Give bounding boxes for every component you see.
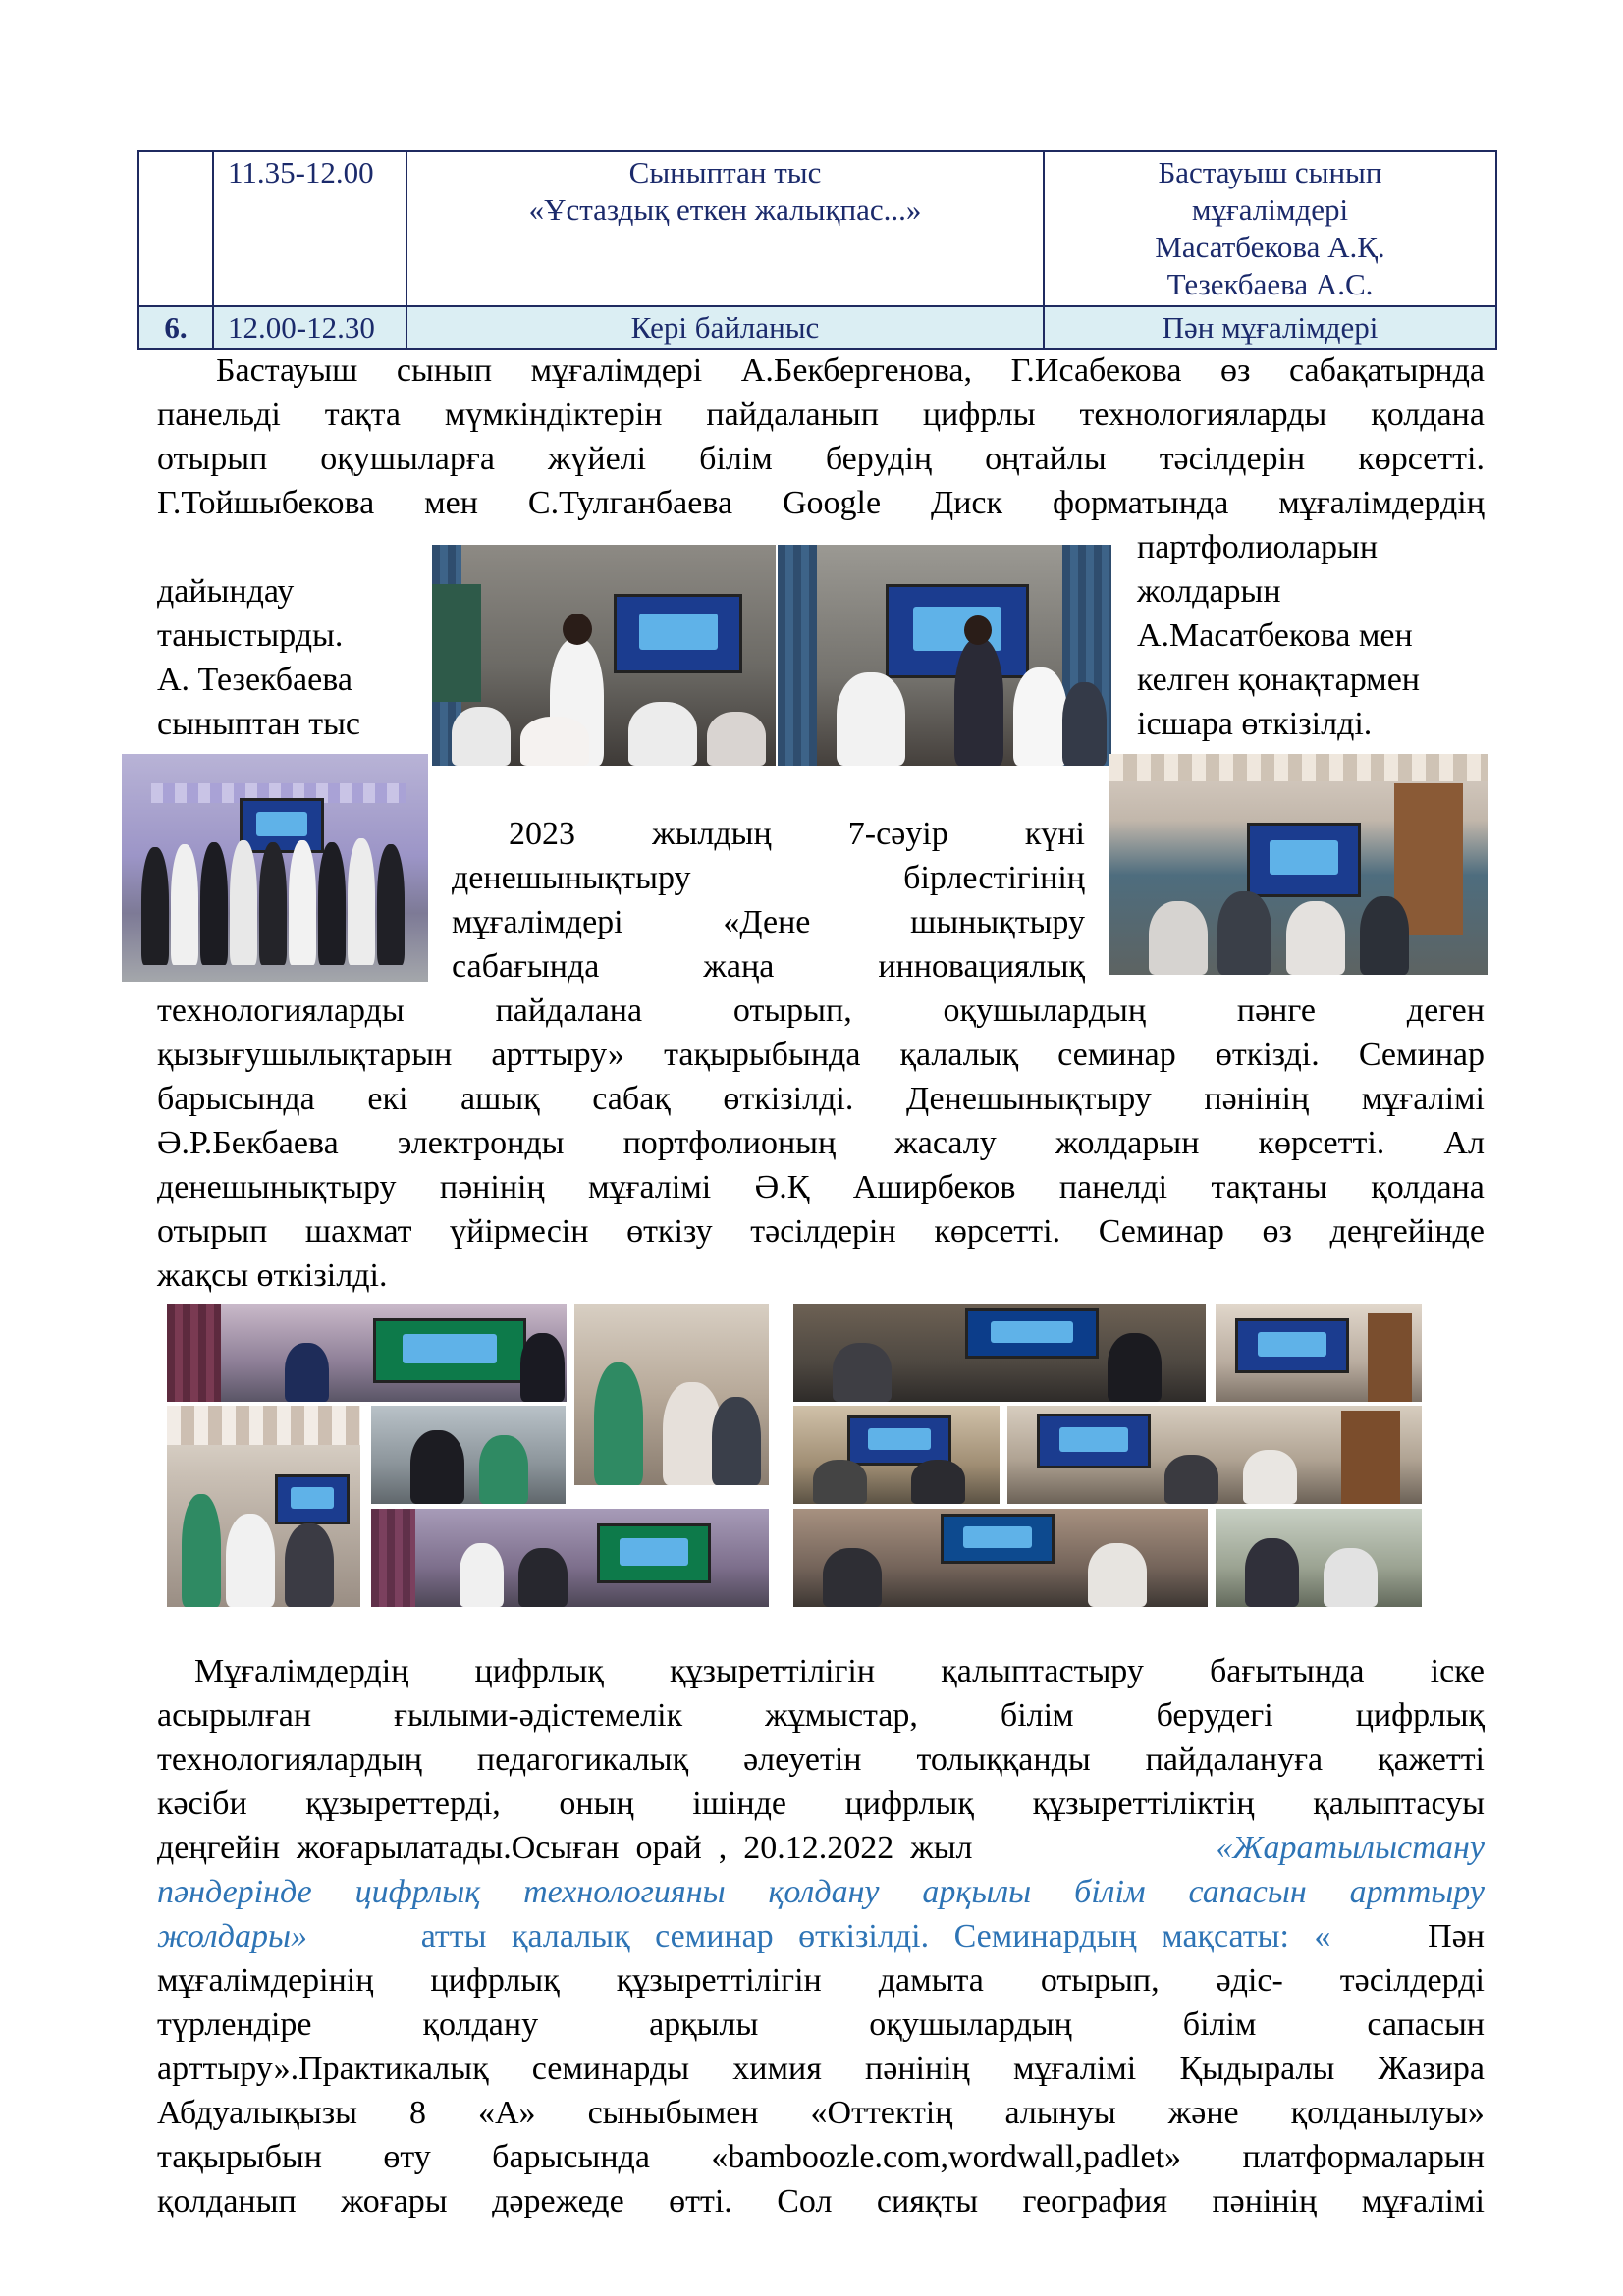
word: көрсетті. [1358, 441, 1485, 477]
word: әлеуетін [743, 1741, 862, 1778]
word: қалыптастыру [941, 1653, 1144, 1689]
word: оқушылардың [869, 2006, 1072, 2043]
paragraph-line [157, 2002, 1485, 2047]
word: Сол [777, 2183, 833, 2219]
word: сапасын [1188, 1874, 1307, 1910]
responsible-line: Бастауыш сынып [1158, 155, 1382, 189]
left-column-line: таныстырды. [157, 617, 344, 654]
word: сабақатырнда [1288, 352, 1485, 389]
word: Жазира [1378, 2051, 1485, 2087]
word: қолдану [422, 2006, 539, 2043]
word: «bamboozle.com,wordwall,padlet» [711, 2139, 1182, 2175]
word: тақтаны [1211, 1169, 1327, 1205]
word: деңгейінде [1329, 1213, 1485, 1250]
word: технологияларды [1079, 397, 1327, 433]
word: сыныбымен [587, 2095, 759, 2131]
word: оңтайлы [985, 441, 1107, 477]
word: пайдаланып [706, 397, 879, 433]
word: Google [783, 485, 882, 521]
word: пәнінің [865, 2051, 970, 2087]
word: цифрлық [354, 1874, 481, 1910]
classroom-photo-1 [432, 545, 776, 766]
word: Семинар [1098, 1213, 1224, 1250]
word: Бастауыш [216, 352, 358, 389]
row-responsible [1044, 151, 1496, 306]
word: қалыптасуы [1313, 1786, 1485, 1822]
word: көрсетті. [934, 1213, 1061, 1250]
word: арттыру» [491, 1037, 625, 1073]
seminar-title-start: «Жаратылыстану [1216, 1830, 1485, 1866]
word: жүйелі [547, 441, 647, 477]
responsible-line: Масатбекова А.Қ. [1155, 230, 1385, 264]
seminar-photo [574, 1304, 769, 1485]
word: отырып, [1040, 1962, 1160, 1999]
word: қалалық [899, 1037, 1019, 1073]
word: өткізу [626, 1213, 713, 1250]
left-column-line: А. Тезекбаева [157, 662, 352, 698]
word: пәнге [1236, 992, 1316, 1029]
word: оқушылардың [943, 992, 1147, 1029]
word: форматында [1053, 485, 1229, 521]
seminar-title-line [157, 1870, 1485, 1914]
word: ғылыми-әдістемелік [394, 1697, 683, 1734]
word: ішінде [692, 1786, 786, 1822]
word: мұғалімдерінің [157, 1962, 374, 1999]
paragraph-line [157, 437, 1485, 481]
seminar-photo [1216, 1509, 1422, 1607]
word: панельді [157, 397, 281, 433]
word: өту [383, 2139, 431, 2175]
row-number: 6. [138, 306, 213, 349]
paragraph-line [157, 1649, 1485, 1693]
word: арқылы [649, 2006, 759, 2043]
word: платформаларын [1242, 2139, 1485, 2175]
word: Мұғалімдердің [194, 1653, 409, 1689]
paragraph-line [157, 1033, 1485, 1077]
word: тәсілдерді [1339, 1962, 1485, 1999]
paragraph-line [157, 2091, 1485, 2135]
word: отырып [157, 1213, 268, 1250]
word: білім [1182, 2006, 1257, 2043]
word: қолдану [768, 1874, 880, 1910]
event-line: «Ұстаздық еткен жалықпас...» [528, 192, 922, 227]
word: барысында [492, 2139, 650, 2175]
word: қолданып [157, 2183, 297, 2219]
row-number [138, 151, 213, 306]
word: цифрлық [430, 1962, 560, 1999]
word: қолдана [1371, 1169, 1485, 1205]
word: Ә.Қ [754, 1169, 810, 1205]
word: сапасын [1367, 2006, 1485, 2043]
plain-text: Пән [1428, 1918, 1485, 1954]
word: отырып [157, 441, 268, 477]
event-line: Кері байланыс [630, 310, 820, 345]
word: қызығушылықтарын [157, 1037, 453, 1073]
word: сияқты [876, 2183, 979, 2219]
word: Абдуалықызы [157, 2095, 357, 2131]
word: қажетті [1378, 1741, 1485, 1778]
word: алынуы [1004, 2095, 1116, 2131]
word: 7-сәуір [847, 816, 948, 852]
middle-column-line [452, 856, 1085, 900]
word: жолдарын [1055, 1125, 1200, 1161]
word: Семинар [1358, 1037, 1485, 1073]
word: пайдалана [495, 992, 643, 1029]
word: құзыреттерді, [305, 1786, 501, 1822]
responsible-line: мұғалімдері [1191, 192, 1349, 227]
word: дәрежеде [492, 2183, 624, 2219]
paragraph-line [157, 1914, 1485, 1958]
word: химия [732, 2051, 822, 2087]
word: портфолионың [622, 1125, 837, 1161]
right-column-line: келген қонақтармен [1137, 662, 1420, 698]
word: тақырыбында [664, 1037, 861, 1073]
word: мүмкіндіктерін [444, 397, 663, 433]
word: сынып [396, 352, 493, 389]
responsible-line: Пән мұғалімдері [1162, 310, 1379, 345]
word: өтті. [669, 2183, 732, 2219]
word: мұғалімі [1013, 2051, 1137, 2087]
word: Диск [931, 485, 1003, 521]
word: «Оттектің [810, 2095, 953, 2131]
paragraph-line [157, 1782, 1485, 1826]
word: А.Бекбергенова, [740, 352, 973, 389]
word: екі [367, 1081, 408, 1117]
right-column-line: А.Масатбекова мен [1137, 617, 1413, 654]
word: жасалу [894, 1125, 997, 1161]
word: құзыреттіліктің [1032, 1786, 1255, 1822]
word: арттыру».Практикалық [157, 2051, 489, 2087]
right-column-line: ісшара өткізілді. [1137, 706, 1373, 742]
middle-column-line [452, 944, 1085, 988]
word: жоғары [341, 2183, 448, 2219]
word: технологиялардың [157, 1741, 422, 1778]
word: жұмыстар, [765, 1697, 918, 1734]
word: және [1167, 2095, 1239, 2131]
word: мұғалімдері [530, 352, 703, 389]
word: дамыта [878, 1962, 984, 1999]
word: Ә.Р.Бекбаева [157, 1125, 339, 1161]
word: қолданылуы» [1290, 2095, 1485, 2131]
word: білім [699, 441, 773, 477]
responsible-line: Тезекбаева А.С. [1166, 267, 1374, 301]
word: жаңа [703, 948, 775, 985]
word: күні [1024, 816, 1085, 852]
word: үйірмесін [450, 1213, 589, 1250]
word: мұғалімі [1361, 1081, 1485, 1117]
word: «Дене [723, 904, 811, 940]
word: мұғалімдердің [1278, 485, 1485, 521]
row-time: 12.00-12.30 [213, 306, 406, 349]
row-time: 11.35-12.00 [213, 151, 406, 306]
schedule-table [137, 150, 1497, 350]
word: сабақ [592, 1081, 671, 1117]
paragraph-line [157, 1693, 1485, 1737]
paragraph-line [157, 1826, 1485, 1870]
word: білім [1074, 1874, 1146, 1910]
word: семинар [1057, 1037, 1176, 1073]
word: инновациялық [878, 948, 1085, 985]
row-event [406, 306, 1044, 349]
word: оның [559, 1786, 634, 1822]
seminar-photo [793, 1509, 1208, 1607]
word: түрлендіре [157, 2006, 312, 2043]
word: жылдың [652, 816, 772, 852]
right-column-line: партфолиоларын [1137, 529, 1379, 565]
word: берудің [825, 441, 933, 477]
word: цифрлық [474, 1653, 604, 1689]
word: семинарды [531, 2051, 690, 2087]
word: іске [1430, 1653, 1485, 1689]
word: Денешынықтыру [905, 1081, 1152, 1117]
word: 8 [408, 2095, 426, 2131]
word: «А» [478, 2095, 536, 2131]
paragraph-line [157, 988, 1485, 1033]
word: цифрлы [922, 397, 1036, 433]
word: өткізілді. [723, 1081, 854, 1117]
word: пайдалануға [1145, 1741, 1324, 1778]
seminar-photo [1216, 1304, 1422, 1402]
paragraph-line [157, 1958, 1485, 2002]
word: өз [1262, 1213, 1292, 1250]
word: Ал [1443, 1125, 1485, 1161]
word: асырылған [157, 1697, 312, 1734]
word: Қыдыралы [1179, 2051, 1335, 2087]
word: тәсілдерін [1159, 441, 1306, 477]
word: өткізді. [1215, 1037, 1320, 1073]
middle-column-line [452, 900, 1085, 944]
seminar-photo [793, 1304, 1206, 1402]
classroom-photo-3 [1109, 754, 1488, 975]
word: құзыреттілігін [670, 1653, 876, 1689]
word: мен [424, 485, 478, 521]
teachers-group-photo [122, 754, 428, 982]
word: берудегі [1156, 1697, 1273, 1734]
word: Г.Тойшыбекова [157, 485, 375, 521]
word: электронды [397, 1125, 565, 1161]
word: деген [1406, 992, 1485, 1029]
word: 2023 [509, 816, 575, 852]
word: шахмат [304, 1213, 412, 1250]
paragraph-line [157, 1209, 1485, 1254]
word: панелді [1058, 1169, 1168, 1205]
word: тәсілдерін [750, 1213, 896, 1250]
row-responsible [1044, 306, 1496, 349]
word: құзыреттілігін [616, 1962, 822, 1999]
word: мұғалімі [588, 1169, 712, 1205]
plain-text: деңгейін жоғарылатады.Осыған орай , 20.12.2022 жыл [157, 1830, 990, 1866]
paragraph-line [157, 393, 1485, 437]
word: Г.Исабекова [1010, 352, 1182, 389]
word: тақта [324, 397, 401, 433]
word: география [1022, 2183, 1168, 2219]
word: көрсетті. [1258, 1125, 1385, 1161]
word: өз [1220, 352, 1251, 389]
word: оқушыларға [320, 441, 495, 477]
paragraph-line [157, 2135, 1485, 2179]
table-row [138, 151, 1496, 306]
word: арттыру [1349, 1874, 1485, 1910]
seminar-photo [793, 1406, 1000, 1504]
paragraph-line [157, 481, 1485, 525]
word: пәнінің [1204, 1081, 1310, 1117]
word: шынықтыру [910, 904, 1085, 940]
word: отырып, [732, 992, 852, 1029]
paragraph-line: жақсы өткізілді. [157, 1257, 388, 1294]
word: мұғалімі [1361, 2183, 1485, 2219]
word: цифрлық [1355, 1697, 1485, 1734]
middle-column-line [452, 812, 1085, 856]
word: барысында [157, 1081, 315, 1117]
word: С.Тулганбаева [527, 485, 733, 521]
left-column-line: сыныптан тыс [157, 706, 361, 742]
classroom-photo-2 [778, 545, 1111, 766]
event-line: Сыныптан тыс [628, 155, 822, 189]
paragraph-line [157, 348, 1485, 393]
seminar-title-end: жолдары» [157, 1918, 307, 1954]
paragraph-line [157, 1165, 1485, 1209]
word: сабағында [452, 948, 600, 985]
word: ашық [460, 1081, 540, 1117]
word: бірлестігінің [903, 860, 1085, 896]
word: кәсіби [157, 1786, 247, 1822]
paragraph-line [157, 2179, 1485, 2223]
word: денешынықтыру [157, 1169, 397, 1205]
word: тақырыбын [157, 2139, 322, 2175]
left-column-line: дайындау [157, 573, 295, 610]
word: арқылы [922, 1874, 1032, 1910]
paragraph-line [157, 2047, 1485, 2091]
word: денешынықтыру [452, 860, 691, 896]
word: педагогикалық [476, 1741, 689, 1778]
word: пәнінің [1212, 2183, 1318, 2219]
seminar-info: атты қалалық семинар өткізілді. Семинардың мақсаты: « [404, 1918, 1331, 1954]
paragraph-line [157, 1077, 1485, 1121]
word: цифрлық [844, 1786, 974, 1822]
seminar-photo [167, 1304, 567, 1402]
word: білім [1000, 1697, 1074, 1734]
word: технологияны [523, 1874, 726, 1910]
word: бағытында [1210, 1653, 1365, 1689]
word: толыққанды [916, 1741, 1091, 1778]
seminar-photo [371, 1509, 769, 1607]
word: пәндерінде [157, 1874, 312, 1910]
seminar-photo [371, 1406, 566, 1504]
word: Аширбеков [852, 1169, 1016, 1205]
word: мұғалімдері [452, 904, 623, 940]
paragraph-line [157, 1121, 1485, 1165]
row-event [406, 151, 1044, 306]
word: пәнінің [439, 1169, 545, 1205]
word: технологияларды [157, 992, 405, 1029]
seminar-photo [167, 1406, 360, 1607]
table-row [138, 306, 1496, 349]
right-column-line: жолдарын [1137, 573, 1281, 610]
word: әдіс- [1216, 1962, 1283, 1999]
seminar-photo [1007, 1406, 1422, 1504]
word: қолдана [1371, 397, 1485, 433]
paragraph-line [157, 1737, 1485, 1782]
